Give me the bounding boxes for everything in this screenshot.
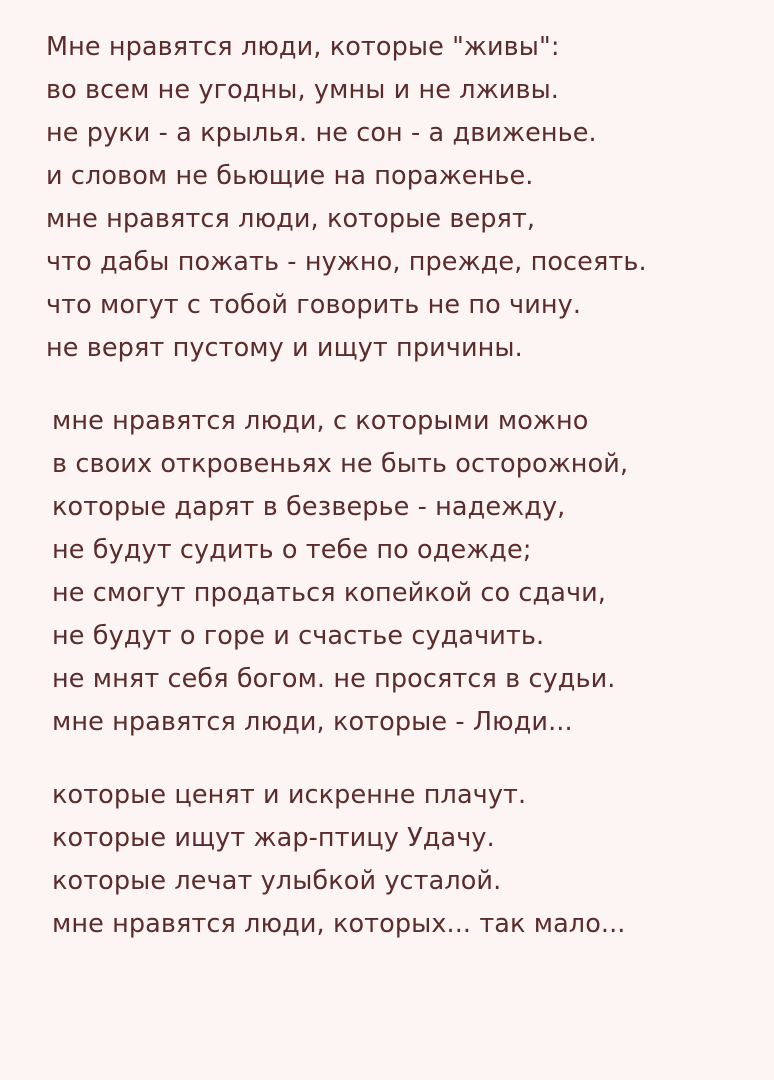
poem-line: в своих откровеньях не быть осторожной, [52,449,629,479]
poem-line: которые ищут жар-птицу Удачу. [52,823,495,853]
poem-line: которые дарят в безверье - надежду, [52,492,566,522]
poem-line: которые ценят и искренне плачут. [52,780,527,810]
poem-line: не мнят себя богом. не просятся в судьи. [52,664,616,694]
poem-line: и словом не бьющие на пораженье. [46,161,534,191]
poem-stanza [46,400,744,744]
poem-line: мне нравятся люди, которые - Люди... [52,707,573,737]
poem-line: Мне нравятся люди, которые "живы": [46,32,560,62]
poem-line: не смогут продаться копейкой со сдачи, [52,578,607,608]
poem-line: мне нравятся люди, которых... так мало... [52,909,626,939]
poem-line: что дабы пожать - нужно, прежде, посеять. [46,247,647,277]
poem-stanza [46,774,744,946]
poem-line: не будут о горе и счастье судачить. [52,621,545,651]
poem-line: не будут судить о тебе по одежде; [52,535,532,565]
poem-line: во всем не угодны, умны и не лживы. [46,75,560,105]
poem-stanza [46,26,744,370]
poem-line: что могут с тобой говорить не по чину. [46,290,582,320]
poem-line: не верят пустому и ищут причины. [46,333,523,363]
poem-line: мне нравятся люди, которые верят, [46,204,536,234]
poem-line: не руки - а крылья. не сон - а движенье. [46,118,597,148]
poem-line: мне нравятся люди, с которыми можно [52,406,589,436]
poem-line: которые лечат улыбкой усталой. [52,866,502,896]
